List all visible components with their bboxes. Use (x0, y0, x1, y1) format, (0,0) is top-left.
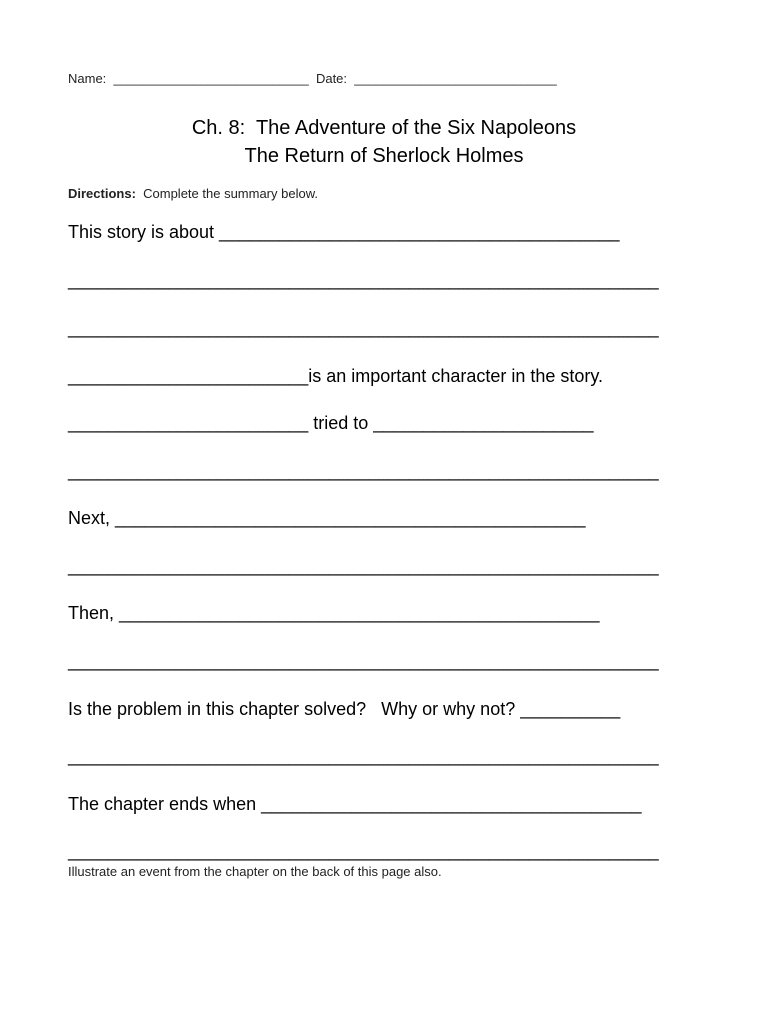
directions-label: Directions: (68, 186, 136, 201)
summary-line-9: Then, ________________________________________________ (68, 603, 600, 623)
chapter-title: Ch. 8: The Adventure of the Six Napoleons (191, 117, 577, 139)
illustration-note: Illustrate an event from the chapter on the back of this page also. (68, 864, 442, 879)
book-title: The Return of Sherlock Holmes (244, 145, 524, 167)
summary-line-10: ___________________________________________________________ (68, 651, 659, 671)
summary-line-8: ___________________________________________________________ (68, 556, 659, 576)
summary-line-4: ________________________is an important character in the story. (68, 366, 604, 386)
summary-line-2: ___________________________________________________________ (68, 270, 659, 290)
name-date-line: Name: ___________________________ Date: ____________________________ (68, 71, 557, 86)
summary-line-7: Next, _______________________________________________ (68, 508, 586, 528)
summary-line-3: ___________________________________________________________ (68, 318, 659, 338)
summary-line-11: Is the problem in this chapter solved? Why or why not? __________ (68, 699, 621, 719)
summary-line-5: ________________________ tried to ______________________ (68, 413, 594, 433)
summary-line-14: ___________________________________________________________ (68, 841, 659, 861)
summary-line-1: This story is about ________________________________________ (68, 222, 620, 242)
summary-line-6: ___________________________________________________________ (68, 461, 659, 481)
directions-text: Complete the summary below. (135, 186, 318, 201)
summary-line-12: ___________________________________________________________ (68, 746, 659, 766)
directions (68, 186, 318, 201)
summary-line-13: The chapter ends when ______________________________________ (68, 794, 642, 814)
